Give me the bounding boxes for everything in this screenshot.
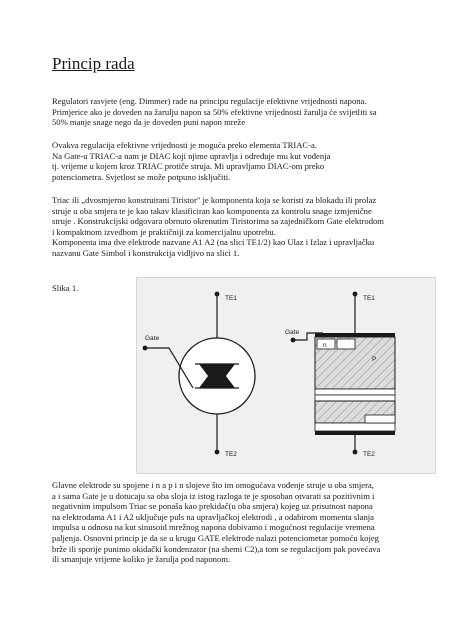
te1-terminal-dot	[215, 292, 220, 297]
text-line: Komponenta ima dve elektrode nazvane A1 A2 (na slici TE1/2) kao Ulaz i Izlaz i upravljačku	[52, 237, 375, 248]
text-line: Regulatori rasvjete (eng. Dimmer) rade na principu regulacije efektivne vrijednosti napona.	[52, 96, 367, 106]
text-line: Ovakva regulacija efektivne vrijednosti je moguća preko elementa TRIAC-a.	[52, 140, 317, 150]
structure-bottom-n-layer	[315, 423, 395, 431]
text-line: paljenja. Osnovni princip je da se u krugu GATE elektrode nalazi potenciometar pomoću kojeg	[52, 532, 379, 543]
text-line: Primjerice ako je doveden na žarulju napon sa 50% efektivne vrijednosti žarulja će svijetliti sa	[52, 106, 377, 117]
triac-structure	[285, 292, 395, 458]
text-line: nazvanu Gate Simbol i konstrukcija vidljivo na slici 1.	[52, 247, 240, 258]
text-line: na elektrodama A1 i A2 uključuje puls na upravljačkoj elektrodi , a odabirom momenta slanja	[52, 511, 374, 522]
te1-label: TE1	[225, 295, 237, 302]
paragraph-triac-operation	[52, 480, 440, 565]
structure-te1-dot	[353, 292, 358, 297]
text-line: struje u oba smjera te je kao takav klasificiran kao komponenta za kontrolu snage izmjenične	[52, 205, 372, 216]
paragraph-dimmer-intro	[52, 96, 440, 128]
text-line: Na Gate-u TRIAC-a nam je DIAC koji njime upravlja i određuje mu kut vođenja	[52, 150, 331, 161]
gate-label: Gate	[145, 335, 160, 342]
triac-symbol	[143, 292, 255, 458]
structure-n-label: n	[323, 342, 327, 349]
text-line: negativnim impulsom Triac se ponaša kao prekidač(u oba smjera) kojeg uz prisutnost napona	[52, 501, 373, 512]
text-line: struje . Konstrukcijski odgovara obrnuto okrenutim Tiristorima sa zajedničkom Gate elektrodom	[52, 216, 384, 227]
text-line: brže ili sporije punimo okidački kondenzator (na shemi C2),a tom se regulacijom pak povećava	[52, 543, 381, 554]
structure-gate-label: Gate	[285, 329, 300, 336]
structure-gate-dot	[291, 338, 296, 343]
triac-figure	[136, 277, 436, 474]
te2-terminal-dot	[215, 450, 220, 455]
te2-label: TE2	[225, 451, 237, 458]
text-line: 50% manje snage nego da je doveden puni napon mreže	[52, 117, 246, 128]
paragraph-triac-definition	[52, 195, 440, 259]
structure-mid-band-upper	[315, 389, 395, 395]
structure-bottom-contact	[315, 431, 395, 435]
text-line: potenciometra. Svjetlost se može potpuno isključiti.	[52, 171, 231, 182]
text-line: Glavne elektrode su spojene i n a p i n slojeve što im omogućava vođenje struje u oba smjera,	[52, 480, 374, 490]
text-line: a i sama Gate je u dotucaju sa oba sloja iz istog razloga te je sposoban otvarati sa pozitivnim i	[52, 490, 375, 501]
paragraph-triac-regulation	[52, 140, 440, 182]
structure-te1-label: TE1	[363, 295, 375, 302]
structure-p-label: P	[372, 356, 377, 363]
structure-te2-dot	[353, 450, 358, 455]
text-line: tj. vrijeme u kojem kroz TRIAC protiče struja. Mi upravljamo DIAC-om preko	[52, 161, 325, 172]
structure-top-contact	[315, 333, 395, 337]
structure-n-region-bottom-right	[365, 415, 395, 423]
text-line: i kompaktnom izvedbom je praktičniji za komercijalnu upotrebu.	[52, 226, 276, 237]
triac-figure-drawing	[137, 278, 435, 473]
text-line: Triac ili „dvosmjerno konstruirani Tiristor" je komponenta koja se koristi za blokadu ili prolaz	[52, 195, 377, 205]
figure-caption: Slika 1.	[52, 283, 79, 293]
gate-terminal-dot	[143, 346, 148, 351]
structure-te2-label: TE2	[363, 451, 375, 458]
structure-n-region-top-mid	[337, 339, 355, 349]
text-line: impulsa u odnosu na kut sinusoid mrežnog napona dobivamo i mogućnost regulacije vremena	[52, 522, 375, 533]
text-line: ili smanjuje vrijeme koliko je žarulja pod naponom.	[52, 554, 231, 565]
page-title: Princip rada	[52, 54, 135, 73]
structure-mid-band-lower	[315, 395, 395, 401]
